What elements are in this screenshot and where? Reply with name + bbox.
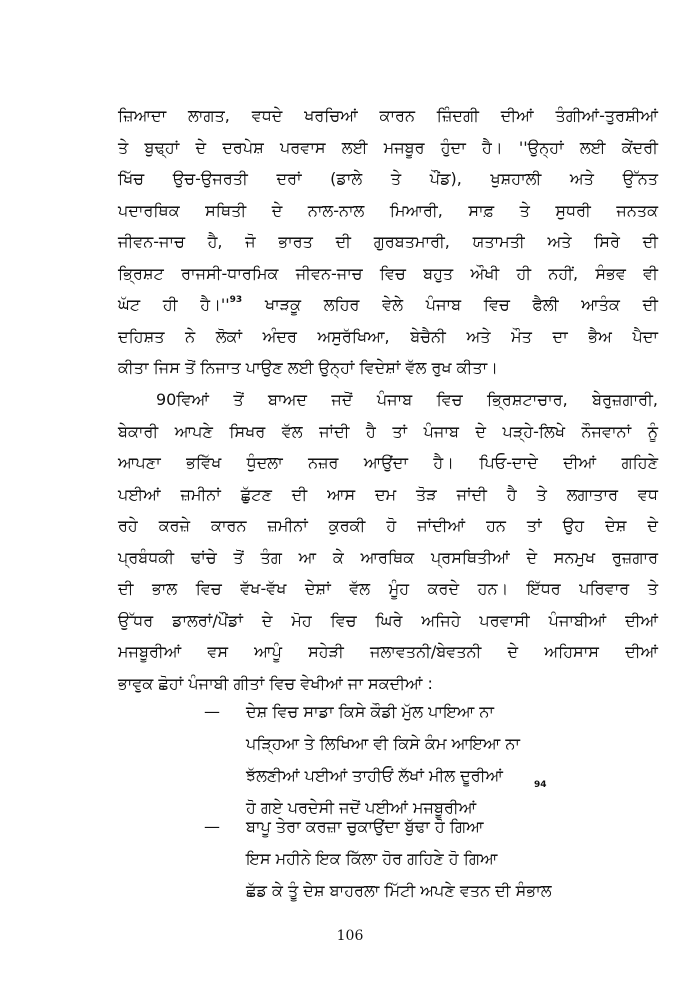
verse-line: ਦੇਸ਼ ਵਿਚ ਸਾਡਾ ਕਿਸੇ ਕੌਡੀ ਮੁੱਲ ਪਾਇਆ ਨਾ	[246, 702, 494, 721]
verse-dash: —	[204, 702, 220, 721]
verse-line: ਇਸ ਮਹੀਨੇ ਇਕ ਕਿੱਲਾ ਹੋਰ ਗਹਿਣੇ ਹੋ ਗਿਆ	[246, 849, 498, 868]
text-line: ਤੇ ਬੁਢ੍ਹਾਂ ਦੇ ਦਰਪੇਸ਼ ਪਰਵਾਸ ਲਈ ਮਜਬੂਰ ਹੁੰਦਾ ਹੈ। ''ਉਨ੍ਹਾਂ ਲਈ ਕੇਂਦਰੀ	[118, 137, 658, 157]
verse-block-2	[204, 811, 644, 907]
text-line: ਜ਼ਿਆਦਾ ਲਾਗਤ, ਵਧਦੇ ਖਰਚਿਆਂ ਕਾਰਨ ਜ਼ਿੰਦਗੀ ਦੀਆਂ ਤੰਗੀਆਂ-ਤੁਰਸ਼ੀਆਂ	[118, 106, 658, 125]
text-line-with-footnote	[118, 289, 658, 321]
verse-line: ਪੜ੍ਹਿਆ ਤੇ ਲਿਖਿਆ ਵੀ ਕਿਸੇ ਕੰਮ ਆਇਆ ਨਾ	[246, 734, 520, 753]
text-line: ਪਦਾਰਥਿਕ ਸਥਿਤੀ ਦੇ ਨਾਲ-ਨਾਲ ਮਿਆਰੀ, ਸਾਫ਼ ਤੇ ਸੁਧਰੀ ਜਨਤਕ	[118, 200, 658, 220]
verse-dash: —	[204, 817, 220, 836]
verse-block-1	[204, 696, 644, 824]
text-line: ਮਜਬੂਰੀਆਂ ਵਸ ਆਪੂੰ ਸਹੇੜੀ ਜਲਾਵਤਨੀ/ਬੇਵਤਨੀ ਦੇ ਅਹਿਸਾਸ ਦੀਆਂ	[118, 642, 658, 661]
footnote-ref-94: 94	[534, 780, 547, 790]
verse-line: ਝੱਲਣੀਆਂ ਪਈਆਂ ਤਾਹੀਓਂ ਲੱਖਾਂ ਮੀਲ ਦੂਰੀਆਂ	[246, 766, 503, 785]
text-line: 90ਵਿਆਂ ਤੋਂ ਬਾਅਦ ਜਦੋਂ ਪੰਜਾਬ ਵਿਚ ਭ੍ਰਿਸ਼ਟਾਚਾਰ, ਬੇਰੁਜ਼ਗਾਰੀ,	[156, 390, 658, 409]
text-line: ਪ੍ਰਬੰਧਕੀ ਢਾਂਚੇ ਤੋਂ ਤੰਗ ਆ ਕੇ ਆਰਥਿਕ ਪ੍ਰਸਥਿਤੀਆਂ ਦੇ ਸਨਮੁਖ ਰੁਜ਼ਗਾਰ	[118, 547, 658, 567]
text-line: ਰਹੇ ਕਰਜ਼ੇ ਕਾਰਨ ਜ਼ਮੀਨਾਂ ਕੁਰਕੀ ਹੋ ਜਾਂਦੀਆਂ ਹਨ ਤਾਂ ਉਹ ਦੇਸ਼ ਦੇ	[118, 516, 658, 535]
verse-line: ਬਾਪੂ ਤੇਰਾ ਕਰਜ਼ਾ ਚੁਕਾਉਂਦਾ ਬੁੱਢਾ ਹੋ ਗਿਆ	[246, 817, 484, 836]
text-line: ਭਾਵੁਕ ਛੋਹਾਂ ਪੰਜਾਬੀ ਗੀਤਾਂ ਵਿਚ ਵੇਖੀਆਂ ਜਾ ਸਕਦੀਆਂ :	[118, 673, 433, 693]
text-line: ਭ੍ਰਿਸ਼ਟ ਰਾਜਸੀ-ਧਾਰਮਿਕ ਜੀਵਨ-ਜਾਚ ਵਿਚ ਬਹੁਤ ਔਖੀ ਹੀ ਨਹੀਂ, ਸੰਭਵ ਵੀ	[118, 263, 658, 283]
paragraph-1	[118, 100, 658, 384]
text-fragment: ਖਾੜਕੂ ਲਹਿਰ ਵੇਲੇ ਪੰਜਾਬ ਵਿਚ ਫੈਲੀ ਆਤੰਕ ਦੀ	[264, 295, 658, 314]
paragraph-2	[118, 384, 658, 699]
page-number: 106	[336, 928, 364, 944]
text-line: ਕੀਤਾ ਜਿਸ ਤੋਂ ਨਿਜਾਤ ਪਾਉਣ ਲਈ ਉਨ੍ਹਾਂ ਵਿਦੇਸ਼ਾਂ ਵੱਲ ਰੁਖ ਕੀਤਾ।	[118, 358, 498, 377]
text-line: ਦੀ ਭਾਲ ਵਿਚ ਵੱਖ-ਵੱਖ ਦੇਸ਼ਾਂ ਵੱਲ ਮੂੰਹ ਕਰਦੇ ਹਨ। ਇੱਧਰ ਪਰਿਵਾਰ ਤੇ	[118, 579, 658, 598]
text-line: ਪਈਆਂ ਜ਼ਮੀਨਾਂ ਛੁੱਟਣ ਦੀ ਆਸ ਦਮ ਤੋੜ ਜਾਂਦੀ ਹੈ ਤੇ ਲਗਾਤਾਰ ਵਧ	[118, 484, 658, 504]
text-line: ਆਪਣਾ ਭਵਿੱਖ ਧੁੰਦਲਾ ਨਜ਼ਰ ਆਉਂਦਾ ਹੈ। ਪਿਓ-ਦਾਦੇ ਦੀਆਂ ਗਹਿਣੇ	[118, 453, 658, 472]
text-line: ਉੱਧਰ ਡਾਲਰਾਂ/ਪੌਂਡਾਂ ਦੇ ਮੋਹ ਵਿਚ ਘਿਰੇ ਅਜਿਹੇ ਪਰਵਾਸੀ ਪੰਜਾਬੀਆਂ ਦੀਆਂ	[118, 610, 658, 630]
verse-line: ਛੱਡ ਕੇ ਤੂੰ ਦੇਸ਼ ਬਾਹਰਲਾ ਮਿੱਟੀ ਅਪਣੇ ਵਤਨ ਦੀ ਸੰਭਾਲ	[246, 881, 552, 900]
text-line: ਜੀਵਨ-ਜਾਚ ਹੈ, ਜੋ ਭਾਰਤ ਦੀ ਗੁਰਬਤਮਾਰੀ, ਯਤਾਮਤੀ ਅਤੇ ਸਿਰੇ ਦੀ	[118, 232, 658, 251]
text-fragment: ਘੱਟ ਹੀ ਹੈ।''	[118, 295, 230, 314]
verse-line: ਹੋ ਗਏ ਪਰਦੇਸੀ ਜਦੋਂ ਪਈਆਂ ਮਜਬੂਰੀਆਂ	[246, 798, 477, 817]
text-line: ਦਹਿਸ਼ਤ ਨੇ ਲੋਕਾਂ ਅੰਦਰ ਅਸੁਰੱਖਿਆ, ਬੇਚੈਨੀ ਅਤੇ ਮੌਤ ਦਾ ਭੈਅ ਪੈਦਾ	[118, 326, 658, 346]
footnote-ref-93: 93	[229, 294, 243, 305]
text-line: ਬੇਕਾਰੀ ਆਪਣੇ ਸਿਖਰ ਵੱਲ ਜਾਂਦੀ ਹੈ ਤਾਂ ਪੰਜਾਬ ਦੇ ਪੜ੍ਹੇ-ਲਿਖੇ ਨੌਜਵਾਨਾਂ ਨੂੰ	[118, 421, 658, 441]
text-line: ਖਿੱਚ ਉਚ-ਉਜਰਤੀ ਦਰਾਂ (ਡਾਲੇ ਤੇ ਪੌਂਡ), ਖੁਸ਼ਹਾਲੀ ਅਤੇ ਉੱਨਤ	[118, 169, 658, 188]
